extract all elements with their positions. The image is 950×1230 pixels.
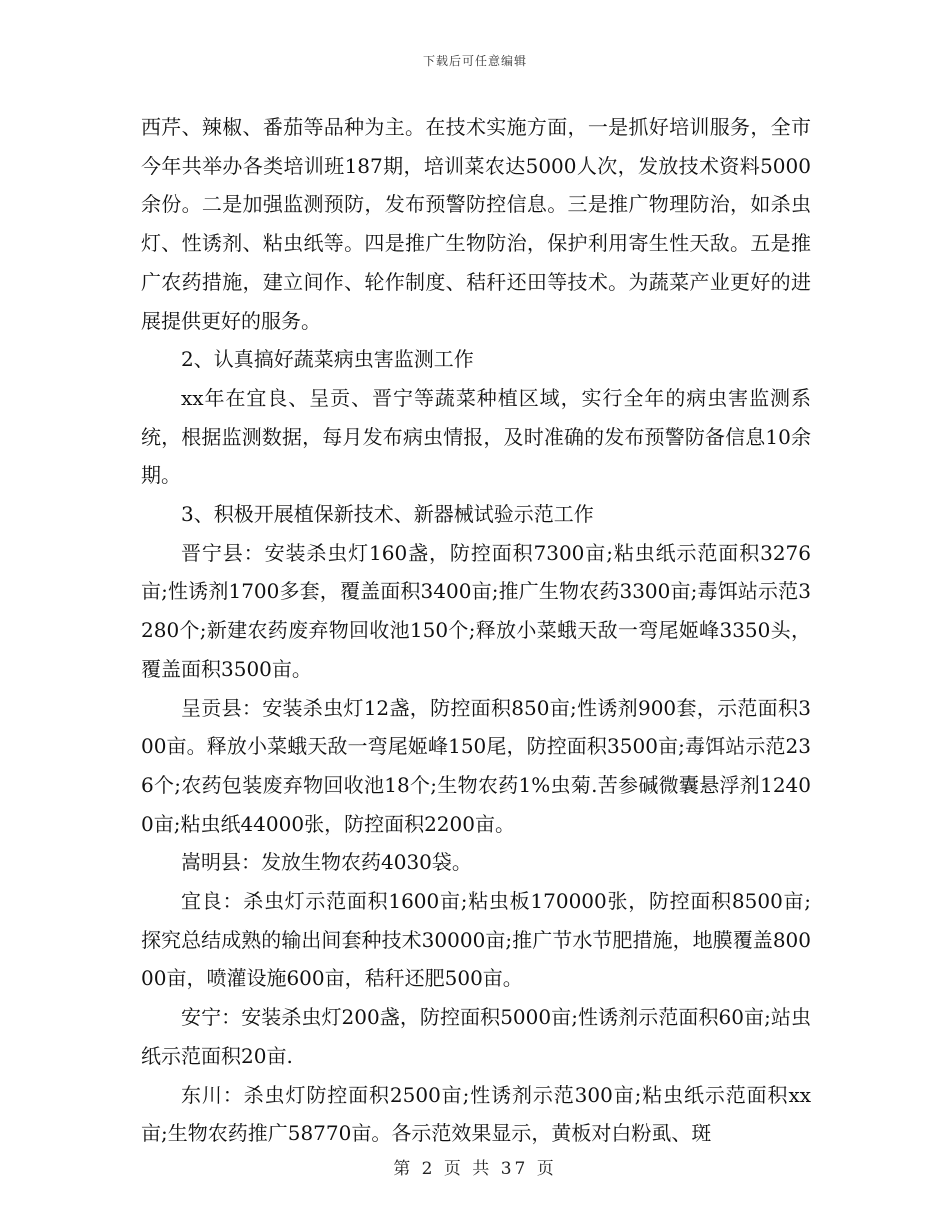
page-header: 下载后可任意编辑 [422, 54, 527, 68]
paragraph-anning: 安宁：安装杀虫灯200盏，防控面积5000亩;性诱剂示范面积60亩;站虫纸示范面积20亩. [141, 1005, 811, 1068]
paragraph-dongchuan: 东川：杀虫灯防控面积2500亩;性诱剂示范300亩;粘虫纸示范面积xx亩;生物农药推广58770亩。各示范效果显示，黄板对白粉虱、斑 [141, 1082, 811, 1146]
page-footer: 第 2 页 共 37 页 [393, 1159, 557, 1179]
paragraph-yiliang: 宜良：杀虫灯示范面积1600亩;粘虫板170000张，防控面积8500亩;探究总结成熟的输出间套种技术30000亩;推广节水节肥措施，地膜覆盖80000亩，喷灌设施600亩，秸秆还肥500亩。 [141, 889, 811, 991]
paragraph-monitoring: xx年在宜良、呈贡、晋宁等蔬菜种植区域，实行全年的病虫害监测系统，根据监测数据，每月发布病虫情报，及时准确的发布预警防备信息10余期。 [141, 385, 811, 488]
section-heading-3: 3、积极开展植保新技术、新器械试验示范工作 [181, 502, 594, 527]
paragraph-songming: 嵩明县：发放生物农药4030袋。 [181, 850, 472, 875]
paragraph-continued: 西芹、辣椒、番茄等品种为主。在技术实施方面，一是抓好培训服务，全市今年共举办各类培训班187期，培训菜农达5000人次，发放技术资料5000余份。二是加强监测预防，发布预警防控信息。三是推广物理防治，如杀虫灯、性诱剂、粘虫纸等。四是推广生物防治，保护利用寄生性天敌。五是推广农药措施，建立间作、轮作制度、秸秆还田等技术。为蔬菜产业更好的进展提供更好的服务。 [141, 115, 811, 333]
document-body [141, 108, 811, 1153]
paragraph-jinning: 晋宁县：安装杀虫灯160盏，防控面积7300亩;粘虫纸示范面积3276亩;性诱剂1700多套，覆盖面积3400亩;推广生物农药3300亩;毒饵站示范3280个;新建农药废弃物回收池150个;释放小菜蛾天敌一弯尾姬峰3350头，覆盖面积3500亩。 [141, 540, 811, 681]
paragraph-chenggong: 呈贡县：安装杀虫灯12盏，防控面积850亩;性诱剂900套，示范面积300亩。释放小菜蛾天敌一弯尾姬峰150尾，防控面积3500亩;毒饵站示范236个;农药包装废弃物回收池18个;生物农药1%虫菊.苦参碱微囊悬浮剂12400亩;粘虫纸44000张，防控面积2200亩。 [141, 695, 811, 836]
section-heading-2: 2、认真搞好蔬菜病虫害监测工作 [181, 347, 474, 372]
